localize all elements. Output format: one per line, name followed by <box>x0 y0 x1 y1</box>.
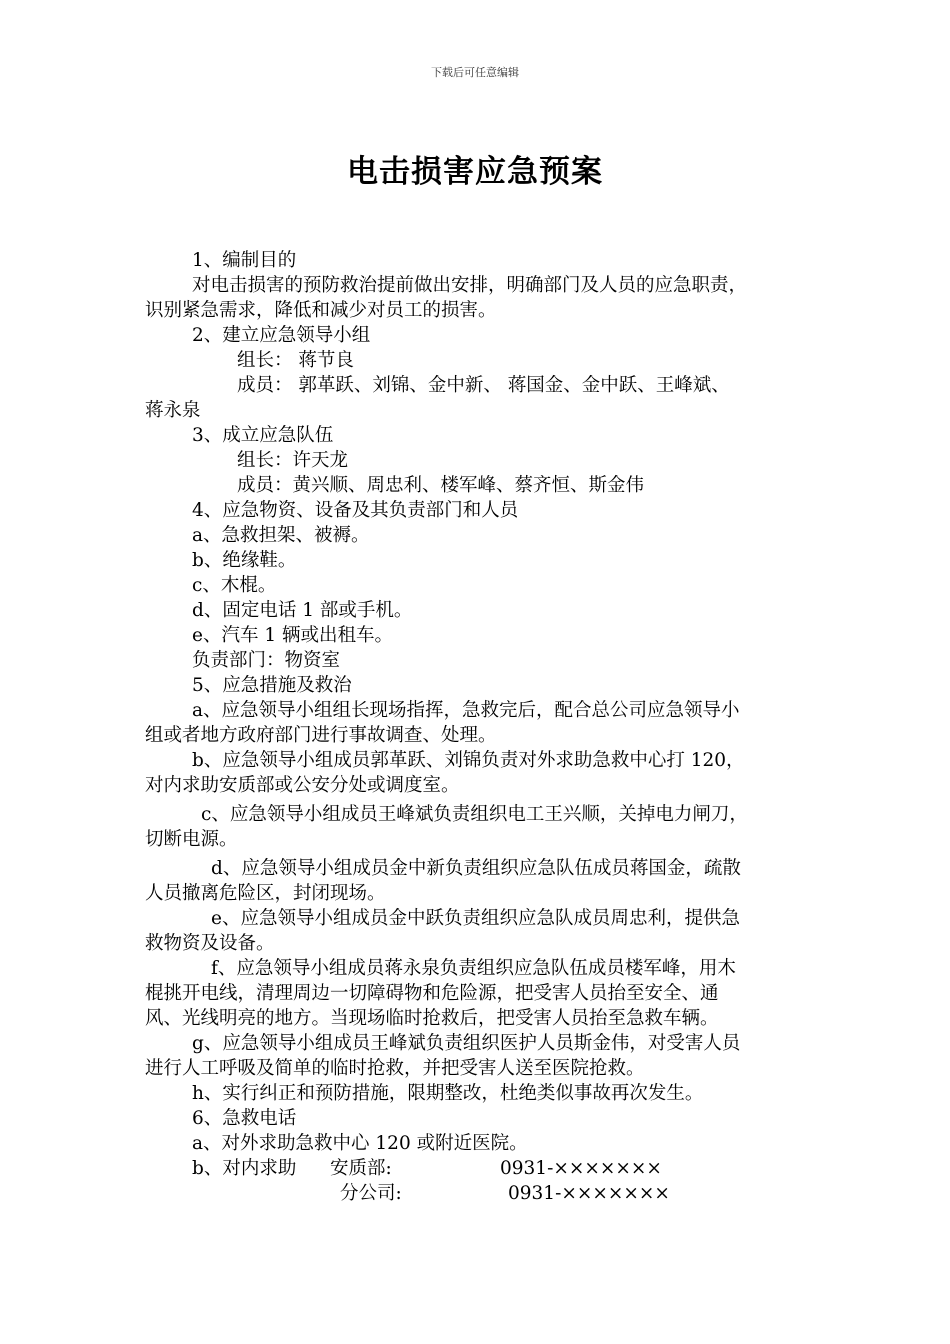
section-1-heading: 1、编制目的 <box>192 250 297 271</box>
section-5-d-line-2: 人员撤离危险区，封闭现场。 <box>145 883 386 904</box>
section-5-e-line-2: 救物资及设备。 <box>145 933 275 954</box>
section-5-e-line-1: e、应急领导小组成员金中跃负责组织应急队成员周忠利，提供急 <box>211 908 740 929</box>
section-4-item-d: d、固定电话 1 部或手机。 <box>192 600 413 621</box>
section-5-a-line-2: 组或者地方政府部门进行事故调查、处理。 <box>145 725 497 746</box>
section-6-c-department: 分公司: <box>340 1183 402 1204</box>
section-4-item-b: b、绝缘鞋。 <box>192 550 297 571</box>
section-2-heading: 2、建立应急领导小组 <box>192 325 371 346</box>
section-2-members-line-2: 蒋永泉 <box>145 400 201 421</box>
section-6-c-row <box>145 1181 825 1206</box>
document-title: 电击损害应急预案 <box>347 154 603 190</box>
section-5-f-line-1: f、应急领导小组成员蒋永泉负责组织应急队伍成员楼军峰，用木 <box>211 958 736 979</box>
section-5-g-line-1: g、应急领导小组成员王峰斌负责组织医护人员斯金伟，对受害人员 <box>192 1033 741 1054</box>
section-4-item-c: c、木棍。 <box>192 575 277 596</box>
section-6-heading: 6、急救电话 <box>192 1108 297 1129</box>
section-5-f-line-3: 风、光线明亮的地方。当现场临时抢救后，把受害人员抬至急救车辆。 <box>145 1008 719 1029</box>
section-5-h: h、实行纠正和预防措施，限期整改，杜绝类似事故再次发生。 <box>192 1083 704 1104</box>
section-5-f-line-2: 棍挑开电线，清理周边一切障碍物和危险源，把受害人员抬至安全、通 <box>145 983 719 1004</box>
document-body <box>145 248 825 1206</box>
section-4-department: 负责部门：物资室 <box>192 650 341 671</box>
section-6-a: a、对外求助急救中心 120 或附近医院。 <box>192 1133 528 1154</box>
section-4-item-e: e、汽车 1 辆或出租车。 <box>192 625 393 646</box>
header-note: 下载后可任意编辑 <box>431 66 519 79</box>
section-2-members-line-1: 成员： 郭革跃、刘锦、金中新、 蒋国金、金中跃、王峰斌、 <box>237 375 730 396</box>
section-6-b-row <box>145 1156 825 1181</box>
section-6-c-phone: 0931-××××××× <box>508 1183 670 1204</box>
section-5-heading: 5、应急措施及救治 <box>192 675 352 696</box>
section-2-leader: 组长： 蒋节良 <box>237 350 354 371</box>
section-6-b-department: 安质部: <box>330 1158 392 1179</box>
section-1-body-line-1: 对电击损害的预防救治提前做出安排，明确部门及人员的应急职责， <box>192 275 748 296</box>
section-6-b-label: b、对内求助 <box>192 1158 297 1179</box>
section-5-c-line-1: c、应急领导小组成员王峰斌负责组织电工王兴顺，关掉电力闸刀， <box>201 804 748 825</box>
section-5-b-line-2: 对内求助安质部或公安分处或调度室。 <box>145 775 460 796</box>
section-4-heading: 4、应急物资、设备及其负责部门和人员 <box>192 500 519 521</box>
section-1-body-line-2: 识别紧急需求，降低和减少对员工的损害。 <box>145 300 497 321</box>
section-3-members: 成员：黄兴顺、周忠利、楼军峰、蔡齐恒、斯金伟 <box>237 475 645 496</box>
section-5-g-line-2: 进行人工呼吸及简单的临时抢救，并把受害人送至医院抢救。 <box>145 1058 645 1079</box>
section-4-item-a: a、急救担架、被褥。 <box>192 525 370 546</box>
section-3-heading: 3、成立应急队伍 <box>192 425 334 446</box>
section-5-c-line-2: 切断电源。 <box>145 829 238 850</box>
section-5-d-line-1: d、应急领导小组成员金中新负责组织应急队伍成员蒋国金，疏散 <box>211 858 741 879</box>
section-5-b-line-1: b、应急领导小组成员郭革跃、刘锦负责对外求助急救中心打 120， <box>192 750 745 771</box>
section-3-leader: 组长：许天龙 <box>237 450 349 471</box>
section-5-a-line-1: a、应急领导小组组长现场指挥，急救完后，配合总公司应急领导小 <box>192 700 740 721</box>
section-6-b-phone: 0931-××××××× <box>500 1158 662 1179</box>
